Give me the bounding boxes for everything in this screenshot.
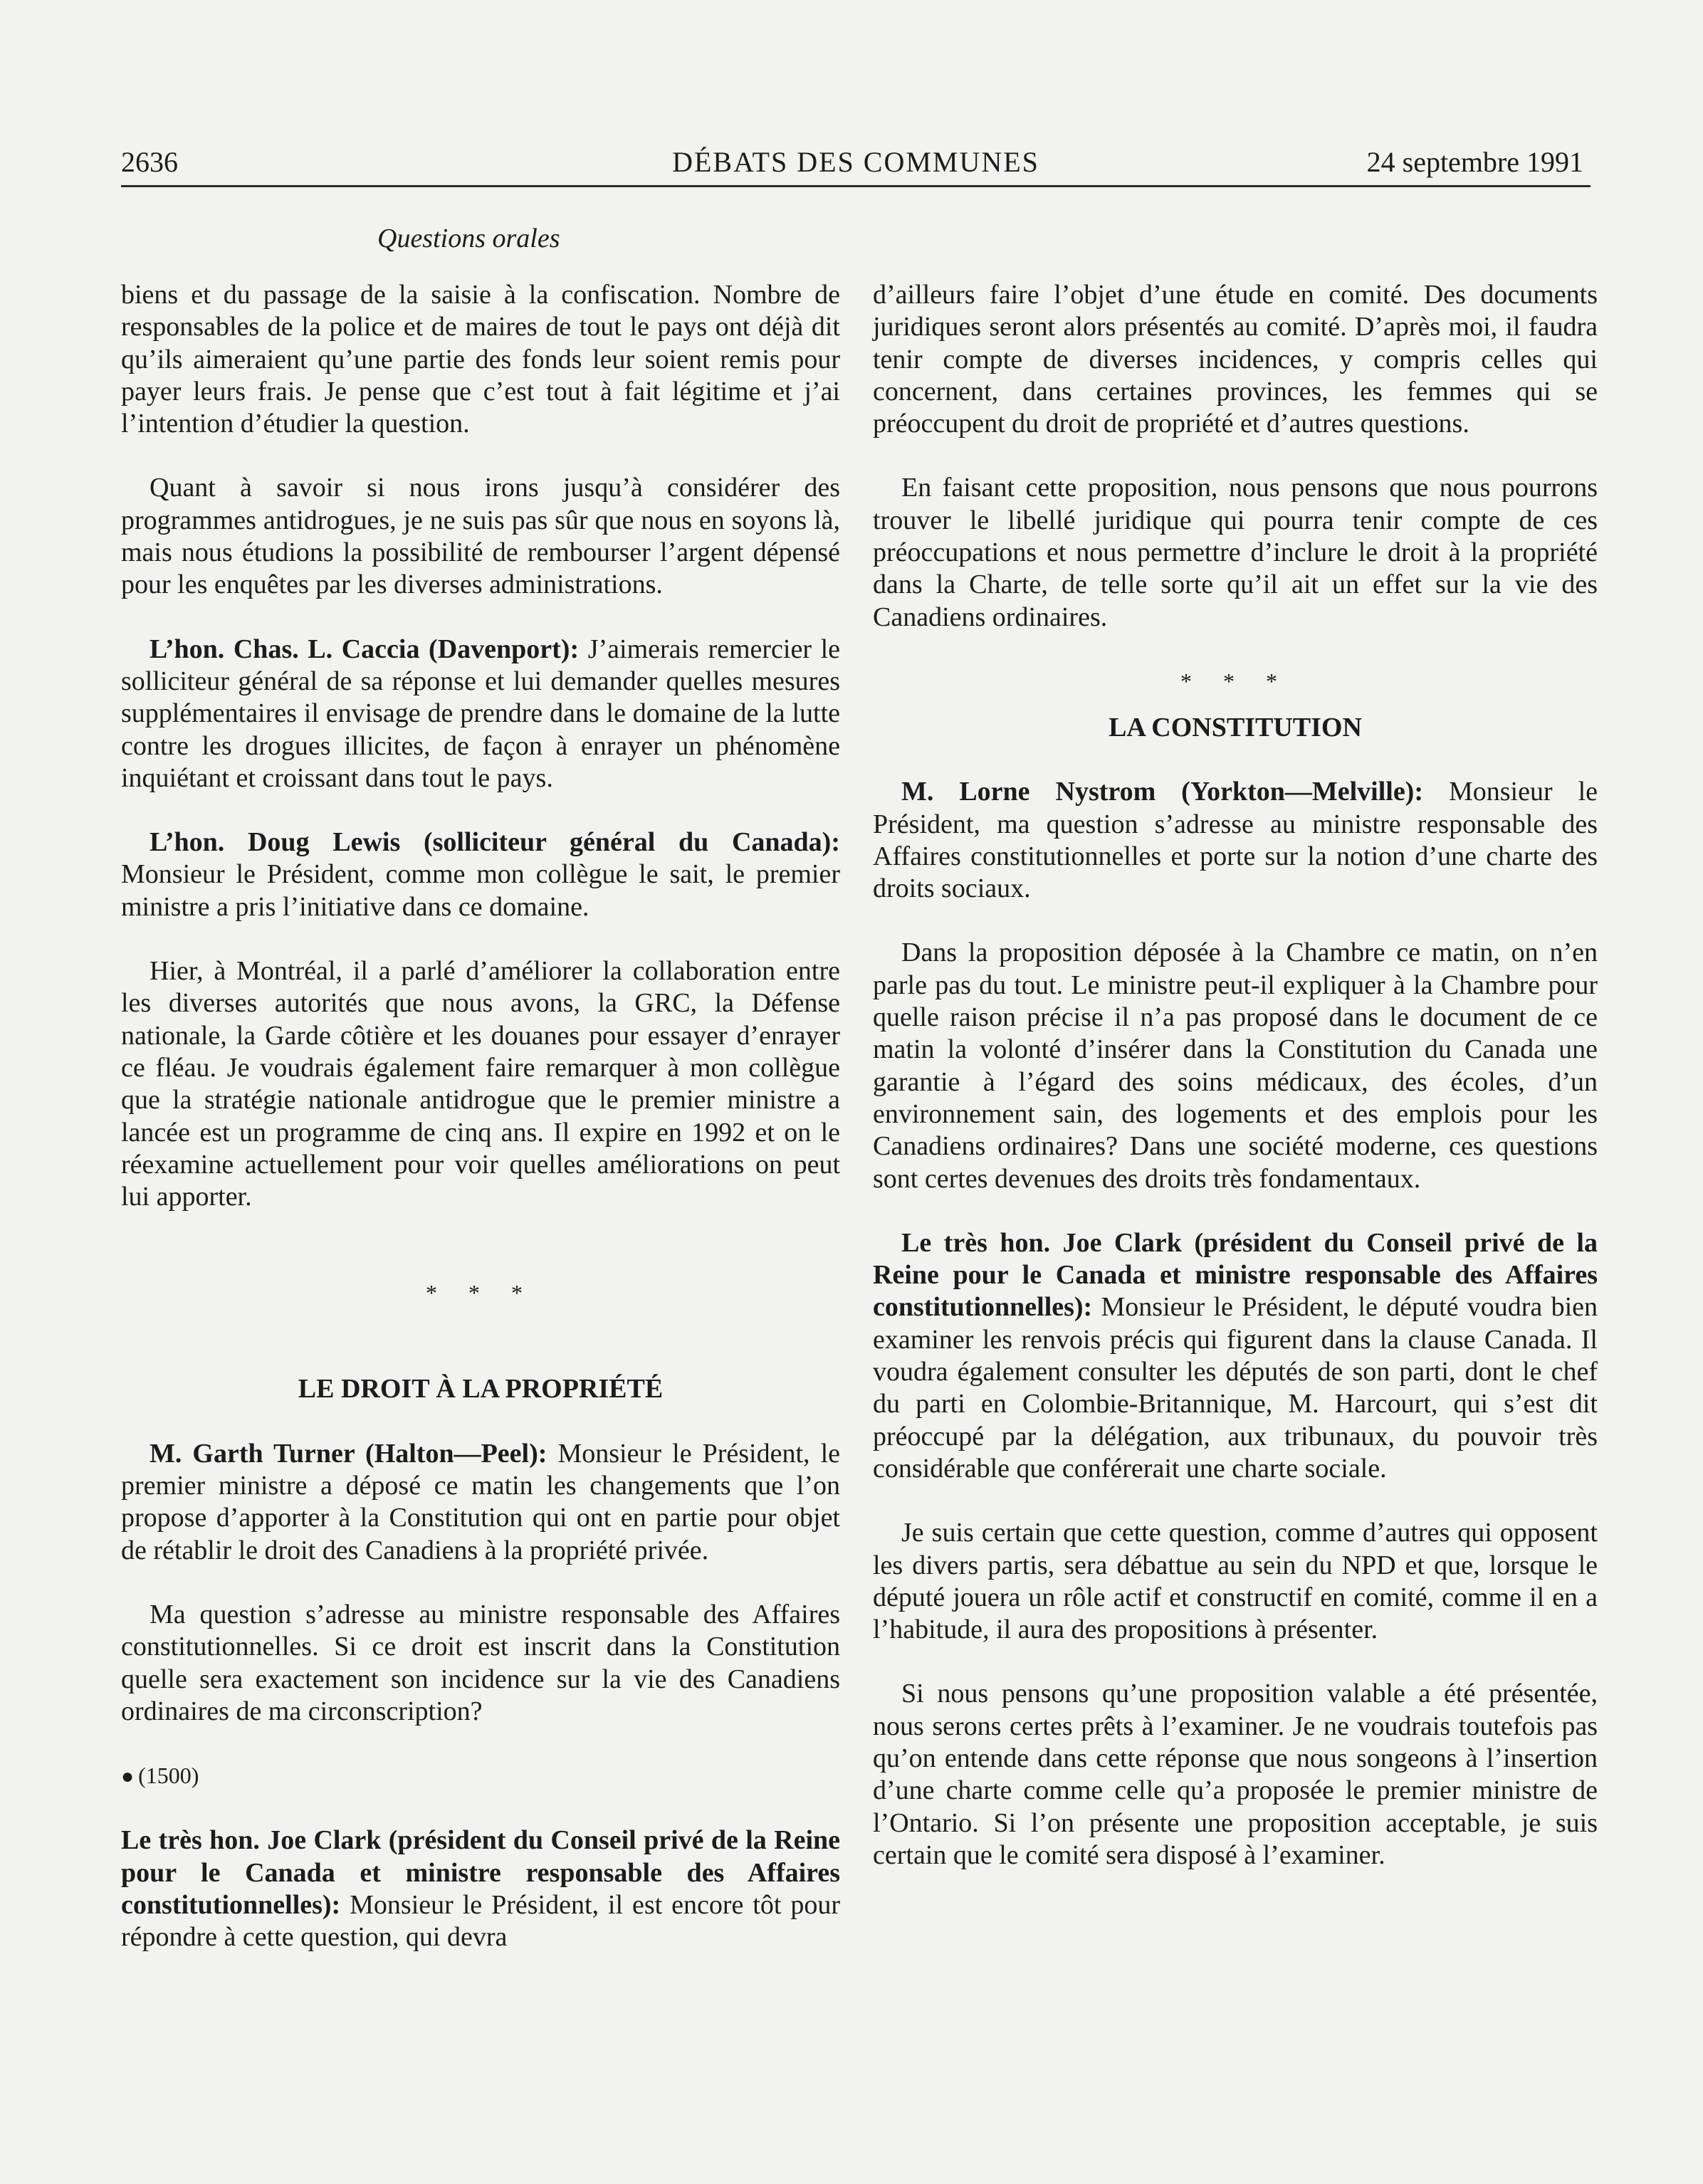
paragraph — [121, 826, 840, 923]
time-marker — [121, 1760, 840, 1792]
speaker-name: Le très hon. Joe Clark (président du Conseil privé de la Reine pour le Canada et ministre responsable des Affaires constitutionnelles): — [873, 1227, 1598, 1323]
section-label: Questions orales — [377, 224, 560, 253]
speaker-name: M. Garth Turner (Halton—Peel): — [150, 1438, 547, 1469]
paragraph: d’ailleurs faire l’objet d’une étude en comité. Des documents juridiques seront alors présentés au comité. D’après moi, il faudra tenir compte de diverses incidences, y compris celles qui concernent, dans certaines provinces, les femmes qui se préoccupent du droit de propriété et d’autres questions. — [873, 280, 1598, 439]
section-heading: LE DROIT À LA PROPRIÉTÉ — [298, 1374, 664, 1405]
paragraph — [873, 776, 1598, 905]
paragraph — [121, 1438, 840, 1567]
speaker-name: M. Lorne Nystrom (Yorkton—Melville): — [901, 777, 1423, 807]
paragraph — [873, 1227, 1598, 1485]
speaker-name: L’hon. Chas. L. Caccia (Davenport): — [150, 634, 580, 664]
speech-text: Monsieur le Président, comme mon collègue le sait, le premier ministre a pris l’initiative dans ce domaine. — [121, 859, 840, 922]
paragraph: Ma question s’adresse au ministre responsable des Affaires constitutionnelles. Si ce droit est inscrit dans la Constitution quelle sera exactement son incidence sur la vie des Canadiens ordinaires de ma circonscription? — [121, 1599, 840, 1726]
speech-text: J’aimerais remercier le solliciteur général de sa réponse et lui demander quelles mesures supplémentaires il envisage de prendre dans le domaine de la lutte contre les drogues illicites, de façon à enrayer un phénomène inquiétant et croissant dans tout le pays. — [121, 634, 841, 793]
bullet-icon: ● — [121, 1765, 135, 1789]
page-date: 24 septembre 1991 — [1366, 146, 1583, 178]
speaker-name: L’hon. Doug Lewis (solliciteur général du Canada): — [150, 827, 840, 858]
section-heading: LA CONSTITUTION — [1109, 712, 1362, 742]
speech-text: Monsieur le Président, le député voudra bien examiner les renvois précis qui figurent dans la clause Canada. Il voudra également consulter les députés de son parti, dont le chef du parti en Colombie-Britannique, M. Harcourt, qui s’est dit préoccupé par la délégation, aux tribunaux, du pouvoir très considérable que conférerait une charte sociale. — [873, 1292, 1598, 1484]
right-column — [873, 279, 1598, 1904]
speech-text: Monsieur le Président, ma question s’adresse au ministre responsable des Affaires constitutionnelles et porte sur la notion d’une charte des droits sociaux. — [873, 777, 1598, 904]
paragraph: Je suis certain que cette question, comme d’autres qui opposent les divers partis, sera débattue au sein du NPD et que, lorsque le député jouera un rôle actif et constructif en comité, comme il en a l’habitude, il aura des propositions à présenter. — [873, 1518, 1598, 1645]
paragraph: Dans la proposition déposée à la Chambre ce matin, on n’en parle pas du tout. Le ministre peut-il expliquer à la Chambre pour quelle raison précise il n’a pas proposé dans le document de ce matin la volonté d’insérer dans la Constitution du Canada une garantie à l’égard des soins médicaux, des écoles, d’un environnement sain, des logements et des emplois pour les Canadiens ordinaires? Dans une société moderne, ces questions sont certes devenues des droits très fondamentaux. — [873, 938, 1598, 1194]
section-separator: * * * — [1180, 668, 1290, 694]
paragraph — [121, 634, 840, 794]
page-number: 2636 — [121, 146, 178, 178]
paragraph: Hier, à Montréal, il a parlé d’améliorer la collaboration entre les diverses autorités que nous avons, la GRC, la Défense nationale, la Garde côtière et les douanes pour essayer d’enrayer ce fléau. Je voudrais également faire remarquer à mon collègue que la stratégie nationale antidrogue que le premier ministre a lancée est un programme de cinq ans. Il expire en 1992 et on le réexamine actuellement pour voir quelles améliorations on peut lui apporter. — [121, 956, 840, 1212]
paragraph: Si nous pensons qu’une proposition valable a été présentée, nous serons certes prêts à l’examiner. Je ne voudrais toutefois pas qu’on entende dans cette réponse que nous songeons à l’insertion d’une charte comme celle qu’a proposée le premier ministre de l’Ontario. Si l’on présente une proposition acceptable, je suis certain que le comité sera disposé à l’examiner. — [873, 1679, 1598, 1870]
speech-text: Monsieur le Président, le premier ministre a déposé ce matin les changements que l’on propose d’apporter à la Constitution qui ont en partie pour objet de rétablir le droit des Canadiens à la propriété privée. — [121, 1438, 840, 1565]
paragraph: Quant à savoir si nous irons jusqu’à considérer des programmes antidrogues, je ne suis pas sûr que nous en soyons là, mais nous étudions la possibilité de rembourser l’argent dépensé pour les enquêtes par les diverses administrations. — [121, 473, 840, 600]
paragraph: biens et du passage de la saisie à la confiscation. Nombre de responsables de la police et de maires de tout le pays ont déjà dit qu’ils aimeraient qu’une partie des fonds leur soient remis pour payer leurs frais. Je pense que c’est tout à fait légitime et j’ai l’intention d’étudier la question. — [121, 280, 840, 439]
page-header — [121, 142, 1591, 187]
paragraph — [121, 1825, 840, 1953]
publication-title: DÉBATS DES COMMUNES — [672, 146, 1039, 178]
left-column — [121, 279, 840, 1986]
paragraph: En faisant cette proposition, nous pensons que nous pourrons trouver le libellé juridique qui pourra tenir compte de ces préoccupations et nous permettre d’inclure le droit à la propriété dans la Charte, de telle sorte qu’il ait un effet sur la vie des Canadiens ordinaires. — [873, 473, 1598, 632]
speaker-name: Le très hon. Joe Clark (président du Conseil privé de la Reine pour le Canada et ministre responsable des Affaires constitutionnelles): — [121, 1825, 840, 1920]
time-marker-text: (1500) — [138, 1763, 199, 1789]
speech-text: Monsieur le Président, il est encore tôt pour répondre à cette question, qui devra — [121, 1889, 840, 1953]
section-separator: * * * — [426, 1280, 535, 1306]
